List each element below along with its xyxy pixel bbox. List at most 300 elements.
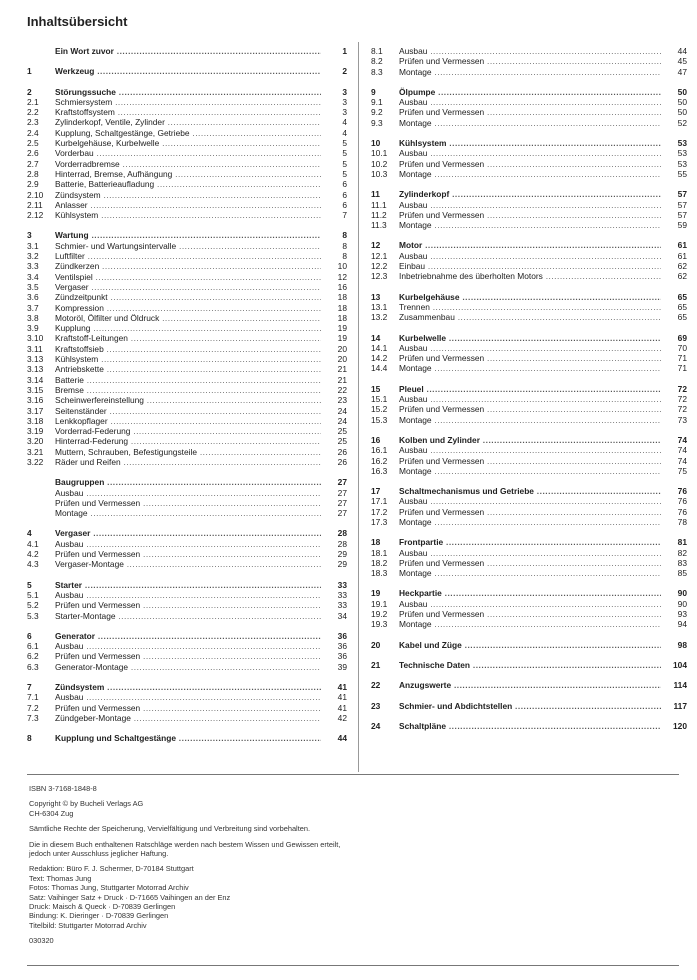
- toc-entry-title: Prüfen und Vermessen .....: [399, 353, 661, 363]
- toc-entry-number: 11: [371, 189, 380, 200]
- toc-entry-title: Kupplung, Schaltgestänge, Getriebe .....: [55, 128, 321, 138]
- toc-entry-number: 2.9: [27, 179, 39, 190]
- toc-entry-number: 2.7: [27, 158, 39, 169]
- toc-entry-page: 5: [342, 148, 347, 159]
- toc-entry-page: 25: [337, 436, 347, 447]
- toc-entry-title: Generator-Montage .....: [55, 662, 321, 672]
- toc-entry-page: 28: [337, 528, 347, 539]
- toc-entry-number: 3.8: [27, 312, 39, 323]
- toc-entry: [27, 210, 347, 220]
- toc-entry: [371, 548, 687, 558]
- toc-entry-number: 19: [371, 588, 381, 599]
- toc-entry-number: 6: [27, 630, 32, 641]
- toc-entry-number: 3.21: [27, 446, 44, 457]
- toc-entry-title: Montage .....: [399, 169, 661, 179]
- toc-chapter-entry: [371, 660, 687, 670]
- toc-entry-title: Montage .....: [399, 568, 661, 578]
- toc-entry-title: Prüfen und Vermessen .....: [399, 456, 661, 466]
- toc-entry-page: 98: [677, 639, 687, 650]
- toc-entry-number: 3.18: [27, 415, 44, 426]
- toc-entry-title: Vorderradbremse .....: [55, 159, 321, 169]
- toc-entry-title: Prüfen und Vermessen .....: [399, 609, 661, 619]
- toc-entry-number: 23: [371, 700, 381, 711]
- toc-entry-title: Scheinwerfereinstellung .....: [55, 395, 321, 405]
- toc-entry: [27, 169, 347, 179]
- toc-entry-page: 26: [337, 456, 347, 467]
- toc-entry-title: Hinterrad, Bremse, Aufhängung .....: [55, 169, 321, 179]
- toc-entry-title: Ausbau .....: [399, 97, 661, 107]
- toc-entry-title: Vergaser .....: [55, 528, 321, 538]
- toc-entry-page: 57: [677, 199, 687, 210]
- toc-entry: [371, 271, 687, 281]
- toc-entry-page: 19: [337, 333, 347, 344]
- toc-entry-number: 10.3: [371, 168, 388, 179]
- toc-entry-number: 18.2: [371, 557, 388, 568]
- toc-entry-number: 9.2: [371, 107, 383, 118]
- toc-entry-page: 8: [342, 230, 347, 241]
- toc-entry-page: 20: [337, 354, 347, 365]
- toc-entry-title: Schmier- und Wartungsintervalle .....: [55, 241, 321, 251]
- toc-entry-page: 69: [677, 332, 687, 343]
- toc-entry-number: 18.1: [371, 547, 388, 558]
- toc-entry-number: 5.3: [27, 610, 39, 621]
- toc-entry-title: Kurbelgehäuse .....: [399, 292, 661, 302]
- toc-entry-page: 3: [342, 86, 347, 97]
- toc-entry: [27, 97, 347, 107]
- toc-entry-number: 14: [371, 332, 381, 343]
- toc-entry-title: Hinterrad-Federung .....: [55, 436, 321, 446]
- toc-entry-title: Vorderbau .....: [55, 148, 321, 158]
- toc-entry-page: 90: [677, 588, 687, 599]
- toc-entry-number: 19.3: [371, 619, 388, 630]
- toc-entry-page: 61: [677, 250, 687, 261]
- toc-entry-number: 3.13: [27, 354, 44, 365]
- toc-entry: [27, 426, 347, 436]
- toc-entry-number: 10: [371, 138, 381, 149]
- toc-entry-number: 8.3: [371, 66, 383, 77]
- toc-entry-page: 90: [677, 598, 687, 609]
- toc-entry-page: 3: [342, 107, 347, 118]
- toc-entry-number: 9: [371, 86, 376, 97]
- toc-entry: [27, 251, 347, 261]
- toc-entry-page: 47: [677, 66, 687, 77]
- toc-entry: [27, 508, 347, 518]
- toc-entry-title: Ausbau .....: [399, 148, 661, 158]
- toc-entry-number: 3.10: [27, 333, 44, 344]
- toc-entry-title: Ausbau .....: [55, 692, 321, 702]
- toc-entry-page: 52: [677, 117, 687, 128]
- toc-entry-page: 57: [677, 209, 687, 220]
- toc-entry-page: 50: [677, 86, 687, 97]
- toc-entry-page: 71: [677, 353, 687, 364]
- toc-entry-page: 62: [677, 261, 687, 272]
- toc-entry-number: 12.3: [371, 271, 388, 282]
- toc-entry: [371, 619, 687, 629]
- toc-entry-number: 2.3: [27, 117, 39, 128]
- toc-entry-title: Kurbelgehäuse, Kurbelwelle .....: [55, 138, 321, 148]
- toc-entry-number: 4.3: [27, 559, 39, 570]
- toc-entry-title: Montage .....: [399, 517, 661, 527]
- toc-chapter-entry: [371, 87, 687, 97]
- toc-entry-title: Ausbau .....: [55, 641, 321, 651]
- toc-entry-number: 3.15: [27, 384, 44, 395]
- toc-entry-title: Räder und Reifen .....: [55, 457, 321, 467]
- toc-entry: [27, 447, 347, 457]
- toc-entry-title: Montage .....: [399, 220, 661, 230]
- toc-entry-title: Ausbau .....: [399, 599, 661, 609]
- toc-entry: [27, 138, 347, 148]
- toc-entry-title: Prüfen und Vermessen .....: [55, 498, 321, 508]
- toc-entry-page: 65: [677, 291, 687, 302]
- toc-entry: [371, 159, 687, 169]
- toc-entry-number: 10.2: [371, 158, 388, 169]
- toc-entry-page: 4: [342, 127, 347, 138]
- toc-entry: [371, 56, 687, 66]
- toc-entry-page: 74: [677, 445, 687, 456]
- toc-entry-number: 5.2: [27, 600, 39, 611]
- toc-entry: [27, 148, 347, 158]
- toc-entry-number: 2.12: [27, 210, 44, 221]
- toc-entry: [27, 662, 347, 672]
- toc-entry-number: 15.2: [371, 404, 388, 415]
- toc-entry-title: Prüfen und Vermessen .....: [399, 107, 661, 117]
- toc-entry-title: Kompression .....: [55, 303, 321, 313]
- toc-entry-title: Kraftstoffsieb .....: [55, 344, 321, 354]
- toc-entry: [27, 590, 347, 600]
- toc-chapter-entry: [27, 528, 347, 538]
- toc-entry-number: 7: [27, 682, 32, 693]
- toc-chapter-entry: [371, 537, 687, 547]
- toc-entry: [371, 46, 687, 56]
- toc-entry-page: 59: [677, 220, 687, 231]
- toc-entry-title: Motor .....: [399, 240, 661, 250]
- toc-entry-page: 27: [337, 497, 347, 508]
- toc-entry-title: Montage .....: [399, 466, 661, 476]
- toc-entry-page: 6: [342, 189, 347, 200]
- toc-entry-number: 3: [27, 230, 32, 241]
- toc-entry-title: Montage .....: [399, 415, 661, 425]
- toc-entry-number: 3.3: [27, 261, 39, 272]
- toc-entry: [27, 333, 347, 343]
- toc-entry-number: 4: [27, 528, 32, 539]
- toc-entry-title: Technische Daten .....: [399, 660, 661, 670]
- toc-entry-number: 17.2: [371, 506, 388, 517]
- toc-entry-page: 1: [342, 46, 347, 56]
- toc-entry-page: 25: [337, 426, 347, 437]
- toc-entry-title: Heckpartie .....: [399, 588, 661, 598]
- toc-entry-page: 39: [337, 661, 347, 672]
- toc-entry-title: Schmiersystem .....: [55, 97, 321, 107]
- toc-chapter-entry: [27, 230, 347, 240]
- toc-entry-title: Ölpumpe .....: [399, 87, 661, 97]
- toc-entry-number: 17.1: [371, 496, 388, 507]
- toc-entry: [371, 599, 687, 609]
- toc-entry-number: 5.1: [27, 589, 39, 600]
- toc-entry-title: Pleuel .....: [399, 384, 661, 394]
- toc-entry-title: Zylinderkopf .....: [399, 189, 661, 199]
- toc-entry-title: Zündsystem .....: [55, 190, 321, 200]
- toc-entry-page: 18: [337, 302, 347, 313]
- toc-entry-page: 41: [337, 702, 347, 713]
- toc-entry-title: Schaltmechanismus und Getriebe .....: [399, 486, 661, 496]
- toc-entry-page: 44: [677, 46, 687, 56]
- toc-entry: [371, 609, 687, 619]
- toc-entry-title: Vergaser .....: [55, 282, 321, 292]
- toc-entry-page: 36: [337, 641, 347, 652]
- toc-entry: [371, 343, 687, 353]
- toc-entry-number: 10.1: [371, 148, 388, 159]
- toc-entry-number: 16.2: [371, 455, 388, 466]
- toc-entry-page: 5: [342, 158, 347, 169]
- toc-entry-number: 3.5: [27, 281, 39, 292]
- toc-entry: [27, 692, 347, 702]
- toc-chapter-entry: [371, 640, 687, 650]
- column-divider: [358, 42, 359, 772]
- toc-entry-page: 74: [677, 434, 687, 445]
- toc-entry-page: 34: [337, 610, 347, 621]
- toc-entry-number: 3.1: [27, 240, 39, 251]
- toc-entry-number: 17: [371, 486, 381, 497]
- toc-entry-page: 23: [337, 395, 347, 406]
- toc-entry-number: 3.19: [27, 426, 44, 437]
- toc-entry-number: 3.17: [27, 405, 44, 416]
- toc-entry-number: 3.7: [27, 302, 39, 313]
- toc-entry-page: 120: [673, 720, 687, 731]
- toc-entry: [371, 107, 687, 117]
- toc-entry-title: Kühlsystem .....: [55, 354, 321, 364]
- toc-entry-number: 15.3: [371, 414, 388, 425]
- toc-entry-title: Vorderrad-Federung .....: [55, 426, 321, 436]
- toc-entry-number: 3.11: [27, 343, 43, 354]
- toc-entry-title: Bremse .....: [55, 385, 321, 395]
- toc-chapter-entry: [371, 588, 687, 598]
- toc-entry-title: Kühlsystem .....: [55, 210, 321, 220]
- toc-entry: [371, 456, 687, 466]
- toc-entry-page: 53: [677, 158, 687, 169]
- toc-entry-title: Montage .....: [399, 619, 661, 629]
- toc-entry-page: 70: [677, 342, 687, 353]
- toc-entry: [371, 415, 687, 425]
- toc-entry-number: 17.3: [371, 516, 388, 527]
- toc-chapter-entry: [371, 721, 687, 731]
- toc-entry-page: 36: [337, 651, 347, 662]
- toc-entry: [27, 117, 347, 127]
- toc-entry-number: 14.2: [371, 353, 388, 364]
- toc-entry-title: Muttern, Schrauben, Befestigungsteile .....: [55, 447, 321, 457]
- toc-entry-page: 72: [677, 383, 687, 394]
- toc-entry-number: 3.2: [27, 251, 39, 262]
- toc-entry-title: Ventilspiel .....: [55, 272, 321, 282]
- toc-entry-number: 4.1: [27, 538, 39, 549]
- toc-entry-title: Ausbau .....: [399, 445, 661, 455]
- toc-entry: [27, 498, 347, 508]
- toc-entry-number: 2.4: [27, 127, 39, 138]
- toc-entry-title: Prüfen und Vermessen .....: [399, 558, 661, 568]
- toc-chapter-entry: [371, 292, 687, 302]
- toc-entry-number: 7.3: [27, 712, 39, 723]
- toc-entry-number: 2.8: [27, 168, 39, 179]
- toc-entry-number: 12: [371, 240, 381, 251]
- page-title: Inhaltsübersicht: [27, 14, 128, 29]
- toc-entry: [27, 406, 347, 416]
- toc-entry-number: 13.1: [371, 301, 388, 312]
- toc-entry: [27, 559, 347, 569]
- toc-entry-number: 2.5: [27, 138, 39, 149]
- toc-entry-title: Ausbau .....: [55, 539, 321, 549]
- rights-notice: Sämtliche Rechte der Speicherung, Vervielfältigung und Verbreitung sind vorbehalten.: [29, 824, 311, 834]
- toc-entry: [27, 641, 347, 651]
- toc-entry-page: 93: [677, 609, 687, 620]
- toc-entry-title: Zündsystem .....: [55, 682, 321, 692]
- toc-entry-page: 74: [677, 455, 687, 466]
- toc-entry-page: 36: [337, 630, 347, 641]
- toc-entry: [371, 517, 687, 527]
- toc-entry-number: 21: [371, 659, 381, 670]
- toc-entry-number: 4.2: [27, 549, 39, 560]
- toc-entry-title: Kolben und Zylinder .....: [399, 435, 661, 445]
- toc-entry: [371, 210, 687, 220]
- credit-line: Redaktion: Büro F. J. Schermer, D-70184 Stuttgart: [29, 864, 194, 874]
- toc-entry-title: Batterie .....: [55, 375, 321, 385]
- toc-entry-title: Zündzeitpunkt .....: [55, 292, 321, 302]
- toc-entry-number: 2.11: [27, 199, 43, 210]
- toc-chapter-entry: [27, 733, 347, 743]
- toc-entry-title: Motoröl, Ölfilter und Öldruck .....: [55, 313, 321, 323]
- toc-entry-number: 3.14: [27, 374, 44, 385]
- toc-entry-page: 27: [337, 508, 347, 519]
- toc-entry-page: 33: [337, 589, 347, 600]
- toc-entry-title: Zündkerzen .....: [55, 261, 321, 271]
- toc-entry-title: Ausbau .....: [399, 548, 661, 558]
- toc-entry: [27, 488, 347, 498]
- toc-entry-number: 11.1: [371, 199, 387, 210]
- toc-entry-number: 9.3: [371, 117, 383, 128]
- toc-entry: [27, 190, 347, 200]
- credit-line: Fotos: Thomas Jung, Stuttgarter Motorrad Archiv: [29, 883, 189, 893]
- toc-entry: [371, 169, 687, 179]
- credit-line: Satz: Vaihinger Satz + Druck · D-71665 Vaihingen an der Enz: [29, 892, 231, 902]
- toc-entry-number: 14.1: [371, 342, 388, 353]
- toc-entry-page: 50: [677, 107, 687, 118]
- toc-entry-page: 5: [342, 168, 347, 179]
- toc-entry-title: Kupplung und Schaltgestänge .....: [55, 733, 321, 743]
- toc-chapter-entry: [371, 189, 687, 199]
- toc-entry-title: Montage .....: [399, 363, 661, 373]
- toc-entry-page: 22: [337, 384, 347, 395]
- toc-entry-page: 65: [677, 301, 687, 312]
- toc-entry-title: Zylinderkopf, Ventile, Zylinder .....: [55, 117, 321, 127]
- toc-entry-title: Prüfen und Vermessen .....: [55, 703, 321, 713]
- toc-chapter-entry: [27, 477, 347, 487]
- toc-entry: [371, 200, 687, 210]
- toc-entry-page: 61: [677, 240, 687, 251]
- toc-entry-number: 2.6: [27, 148, 39, 159]
- toc-entry-number: 3.13: [27, 364, 44, 375]
- toc-entry-number: 3.4: [27, 271, 39, 282]
- toc-entry-title: Ausbau .....: [55, 488, 321, 498]
- toc-entry-number: 5: [27, 579, 32, 590]
- toc-entry: [27, 261, 347, 271]
- toc-entry-page: 21: [337, 364, 347, 375]
- toc-entry-page: 114: [673, 680, 687, 691]
- toc-entry-page: 44: [337, 733, 347, 744]
- toc-chapter-entry: [371, 680, 687, 690]
- toc-entry-page: 50: [677, 97, 687, 108]
- toc-entry-number: 9.1: [371, 97, 383, 108]
- toc-entry: [27, 436, 347, 446]
- toc-entry: [371, 148, 687, 158]
- toc-entry-title: Prüfen und Vermessen .....: [55, 549, 321, 559]
- toc-entry-page: 104: [673, 659, 687, 670]
- toc-entry: [371, 302, 687, 312]
- toc-entry: [371, 466, 687, 476]
- toc-entry-title: Ausbau .....: [399, 343, 661, 353]
- toc-entry-number: 12.1: [371, 250, 388, 261]
- print-code: 030320: [29, 936, 54, 946]
- toc-entry-number: 18.3: [371, 568, 388, 579]
- toc-entry-page: 73: [677, 414, 687, 425]
- toc-entry-title: Montage .....: [399, 118, 661, 128]
- toc-entry-number: 2: [27, 86, 32, 97]
- toc-chapter-entry: [27, 87, 347, 97]
- toc-entry: [27, 600, 347, 610]
- toc-entry-number: 8.1: [371, 46, 383, 56]
- toc-entry-title: Werkzeug .....: [55, 66, 321, 76]
- toc-entry: [27, 416, 347, 426]
- toc-chapter-entry: [27, 631, 347, 641]
- toc-entry: [27, 107, 347, 117]
- toc-entry: [27, 241, 347, 251]
- toc-entry: [27, 200, 347, 210]
- toc-entry: [27, 179, 347, 189]
- toc-entry-page: 6: [342, 179, 347, 190]
- toc-entry-page: 29: [337, 559, 347, 570]
- toc-entry-number: 11.2: [371, 209, 387, 220]
- toc-entry: [27, 323, 347, 333]
- toc-entry: [27, 344, 347, 354]
- toc-entry-title: Kupplung .....: [55, 323, 321, 333]
- toc-entry-title: Prüfen und Vermessen .....: [55, 600, 321, 610]
- toc-entry-number: 2.2: [27, 107, 39, 118]
- toc-column-right: [371, 46, 687, 731]
- toc-entry-page: 18: [337, 312, 347, 323]
- toc-entry: [371, 394, 687, 404]
- footer-divider-bottom: [27, 965, 679, 966]
- toc-entry-number: 3.9: [27, 323, 39, 334]
- toc-entry-title: Störungssuche .....: [55, 87, 321, 97]
- toc-entry-page: 76: [677, 506, 687, 517]
- toc-entry-number: 6.3: [27, 661, 39, 672]
- toc-entry-number: 16: [371, 434, 381, 445]
- toc-entry-number: 13.2: [371, 312, 388, 323]
- toc-entry-number: 18: [371, 537, 381, 548]
- toc-entry-page: 33: [337, 579, 347, 590]
- toc-entry-title: Kraftstoff-Leitungen .....: [55, 333, 321, 343]
- toc-entry-page: 75: [677, 465, 687, 476]
- toc-entry-page: 4: [342, 117, 347, 128]
- toc-entry: [27, 703, 347, 713]
- toc-entry-title: Baugruppen .....: [55, 477, 321, 487]
- toc-entry: [27, 549, 347, 559]
- toc-entry-page: 10: [337, 261, 347, 272]
- toc-entry: [27, 292, 347, 302]
- credit-line: Titelbild: Stuttgarter Motorrad Archiv: [29, 920, 147, 930]
- toc-entry-number: 3.20: [27, 436, 44, 447]
- toc-entry-page: 76: [677, 496, 687, 507]
- toc-chapter-entry: [371, 435, 687, 445]
- toc-entry-title: Einbau .....: [399, 261, 661, 271]
- toc-entry-page: 41: [337, 692, 347, 703]
